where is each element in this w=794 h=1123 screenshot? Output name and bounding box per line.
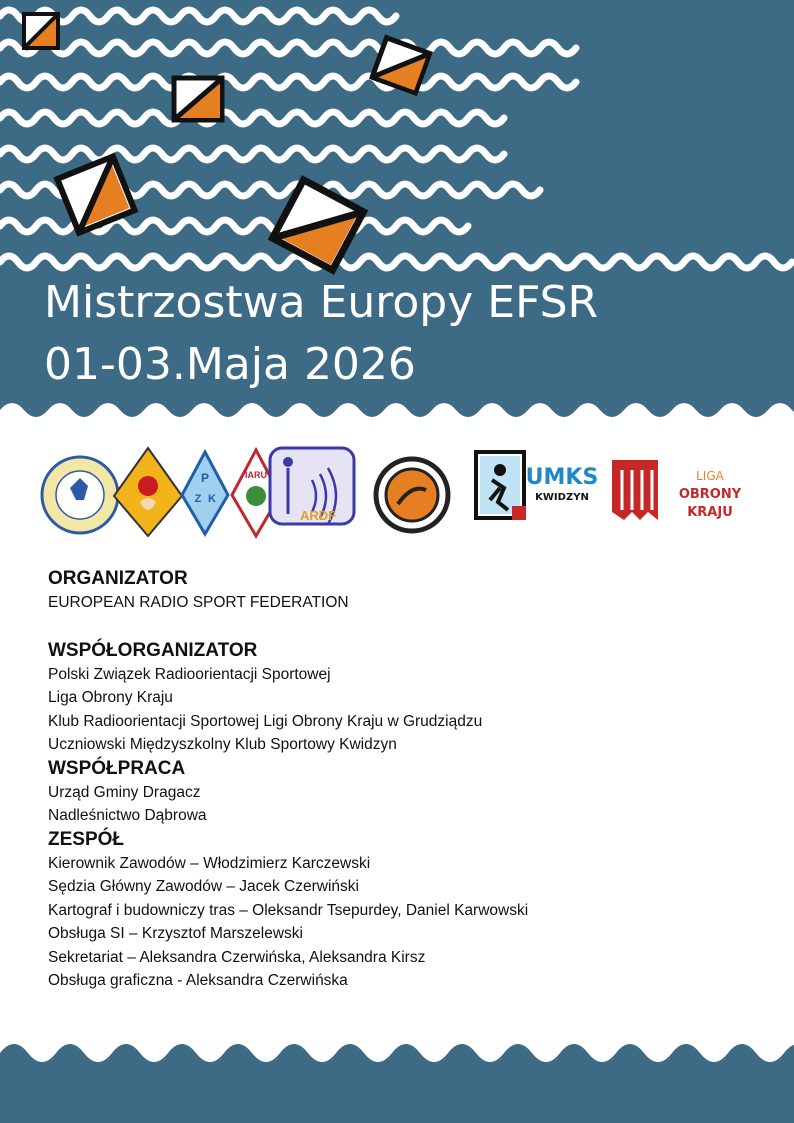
event-title [44, 272, 598, 396]
umks-kwidzyn-logo [476, 452, 598, 520]
section-heading-wspolpraca: WSPÓŁPRACA [48, 757, 186, 779]
svg-text:P: P [200, 471, 210, 485]
svg-text:ARDF: ARDF [299, 508, 337, 523]
svg-text:LIGA: LIGA [696, 469, 724, 483]
title-line-2: 01-03.Maja 2026 [44, 339, 416, 390]
svg-text:UMKS: UMKS [525, 465, 599, 490]
wspolorganizator-line: Polski Związek Radioorientacji Sportowej [48, 665, 331, 683]
ardf-logo [270, 448, 354, 524]
svg-text:KWIDZYN: KWIDZYN [535, 492, 589, 503]
footer-wave-background [0, 1035, 794, 1123]
section-heading-wspolorganizator: WSPÓŁORGANIZATOR [48, 639, 258, 661]
title-line-1: Mistrzostwa Europy EFSR [44, 277, 599, 328]
svg-text:OBRONY: OBRONY [678, 487, 742, 502]
zespol-line: Sędzia Główny Zawodów – Jacek Czerwiński [48, 878, 359, 895]
lok-logo [612, 460, 742, 520]
ersf-logo [42, 457, 118, 533]
wspolpraca-line: Urząd Gminy Dragacz [48, 783, 201, 801]
section-heading-zespol: ZESPÓŁ [48, 828, 125, 850]
wspolpraca-line: Nadleśnictwo Dąbrowa [48, 807, 207, 824]
zespol-line: Sekretariat – Aleksandra Czerwińska, Aleksandra Kirsz [48, 948, 426, 966]
compass-emblem-logo [376, 459, 448, 531]
orienteering-marker-icon [174, 78, 222, 120]
svg-text:IARU: IARU [245, 470, 267, 480]
organizers-content [48, 567, 748, 993]
section-heading-organizator: ORGANIZATOR [48, 568, 188, 589]
orienteering-marker-icon [24, 14, 58, 48]
wspolorganizator-line: Uczniowski Międzyszkolny Klub Sportowy Kwidzyn [48, 736, 397, 753]
svg-text:Z: Z [194, 493, 202, 505]
zespol-line: Kierownik Zawodów – Włodzimierz Karczewski [48, 854, 371, 872]
eagle-emblem-logo [114, 448, 182, 536]
zespol-line: Obsługa graficzna - Aleksandra Czerwińska [48, 972, 348, 989]
pzk-logo [182, 452, 228, 534]
organizator-line: EUROPEAN RADIO SPORT FEDERATION [48, 594, 349, 611]
zespol-line: Kartograf i budowniczy tras – Oleksandr Tsepurdey, Daniel Karwowski [48, 901, 529, 919]
wspolorganizator-line: Liga Obrony Kraju [48, 689, 173, 706]
wspolorganizator-line: Klub Radioorientacji Sportowej Ligi Obrony Kraju w Grudziądzu [48, 712, 483, 730]
zespol-line: Obsługa SI – Krzysztof Marszelewski [48, 925, 303, 942]
partner-logos [0, 440, 794, 540]
svg-text:K: K [208, 493, 216, 505]
svg-text:KRAJU: KRAJU [687, 505, 733, 520]
